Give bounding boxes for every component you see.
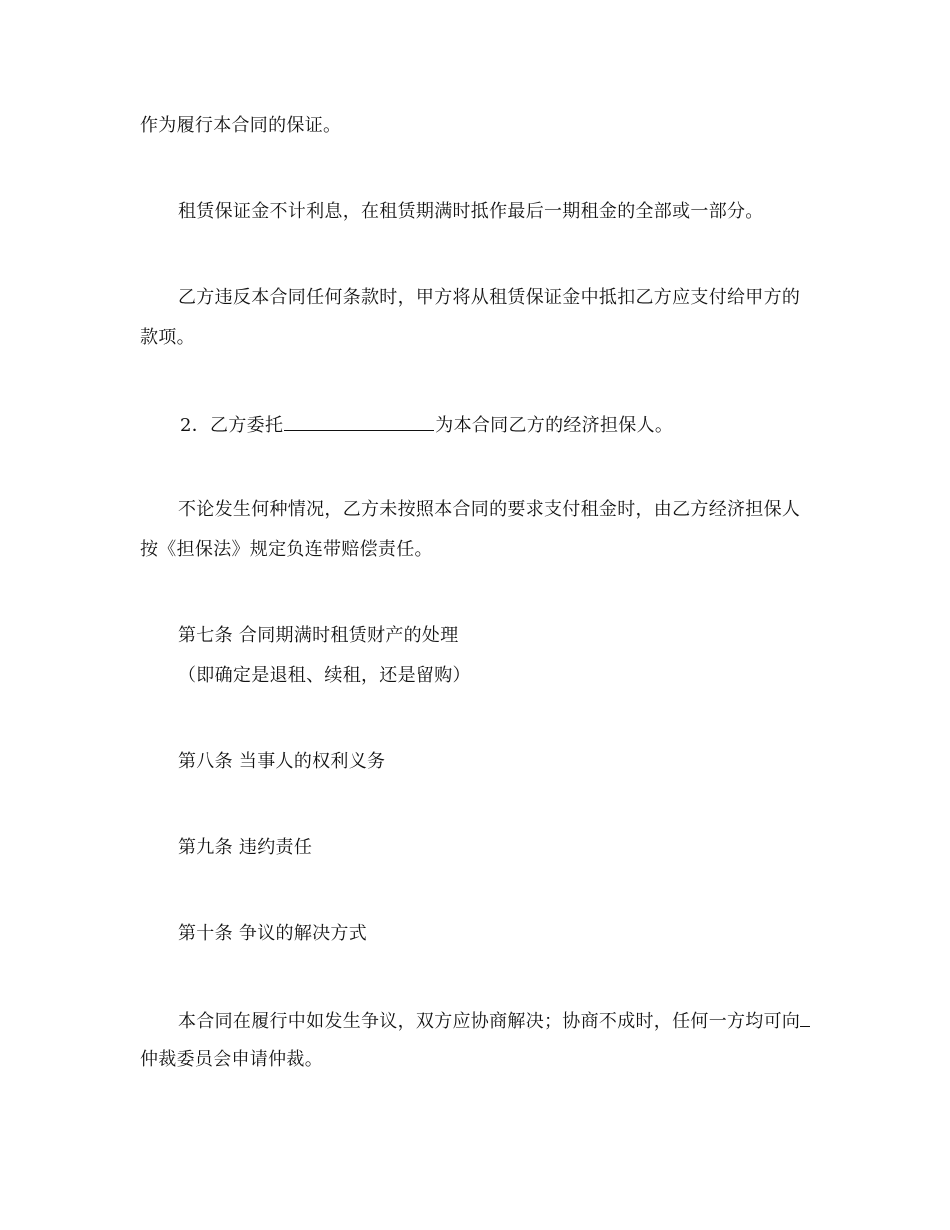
paragraph-joint-liability-line1: 不论发生何种情况，乙方未按照本合同的要求支付租金时，由乙方经济担保人 bbox=[178, 499, 801, 520]
paragraph-dispute-line2: 仲裁委员会申请仲裁。 bbox=[140, 1049, 323, 1070]
article-8-title: 第八条 当事人的权利义务 bbox=[178, 751, 386, 772]
arbitration-body-blank bbox=[800, 1008, 810, 1027]
dispute-text: 本合同在履行中如发生争议，双方应协商解决；协商不成时，任何一方均可向 bbox=[178, 1011, 801, 1032]
paragraph-guarantee-line: 作为履行本合同的保证。 bbox=[140, 115, 342, 136]
paragraph-joint-liability-line2: 按《担保法》规定负连带赔偿责任。 bbox=[140, 539, 433, 560]
paragraph-breach-line2: 款项。 bbox=[140, 327, 195, 348]
article-7-note: （即确定是退租、续租，还是留购） bbox=[178, 665, 471, 686]
article-10-title: 第十条 争议的解决方式 bbox=[178, 923, 368, 944]
article-9-title: 第九条 违约责任 bbox=[178, 837, 313, 858]
guarantor-name-blank bbox=[284, 412, 434, 431]
guarantor-suffix: 为本合同乙方的经济担保人。 bbox=[435, 415, 674, 436]
article-7-title: 第七条 合同期满时租赁财产的处理 bbox=[178, 625, 459, 646]
paragraph-breach-line1: 乙方违反本合同任何条款时，甲方将从租赁保证金中抵扣乙方应支付给甲方的 bbox=[178, 287, 801, 308]
paragraph-dispute-line1 bbox=[178, 1008, 810, 1034]
paragraph-guarantor-appointment bbox=[180, 412, 673, 438]
guarantor-prefix: 2．乙方委托 bbox=[180, 415, 284, 436]
paragraph-deposit-interest: 租赁保证金不计利息，在租赁期满时抵作最后一期租金的全部或一部分。 bbox=[178, 201, 764, 222]
